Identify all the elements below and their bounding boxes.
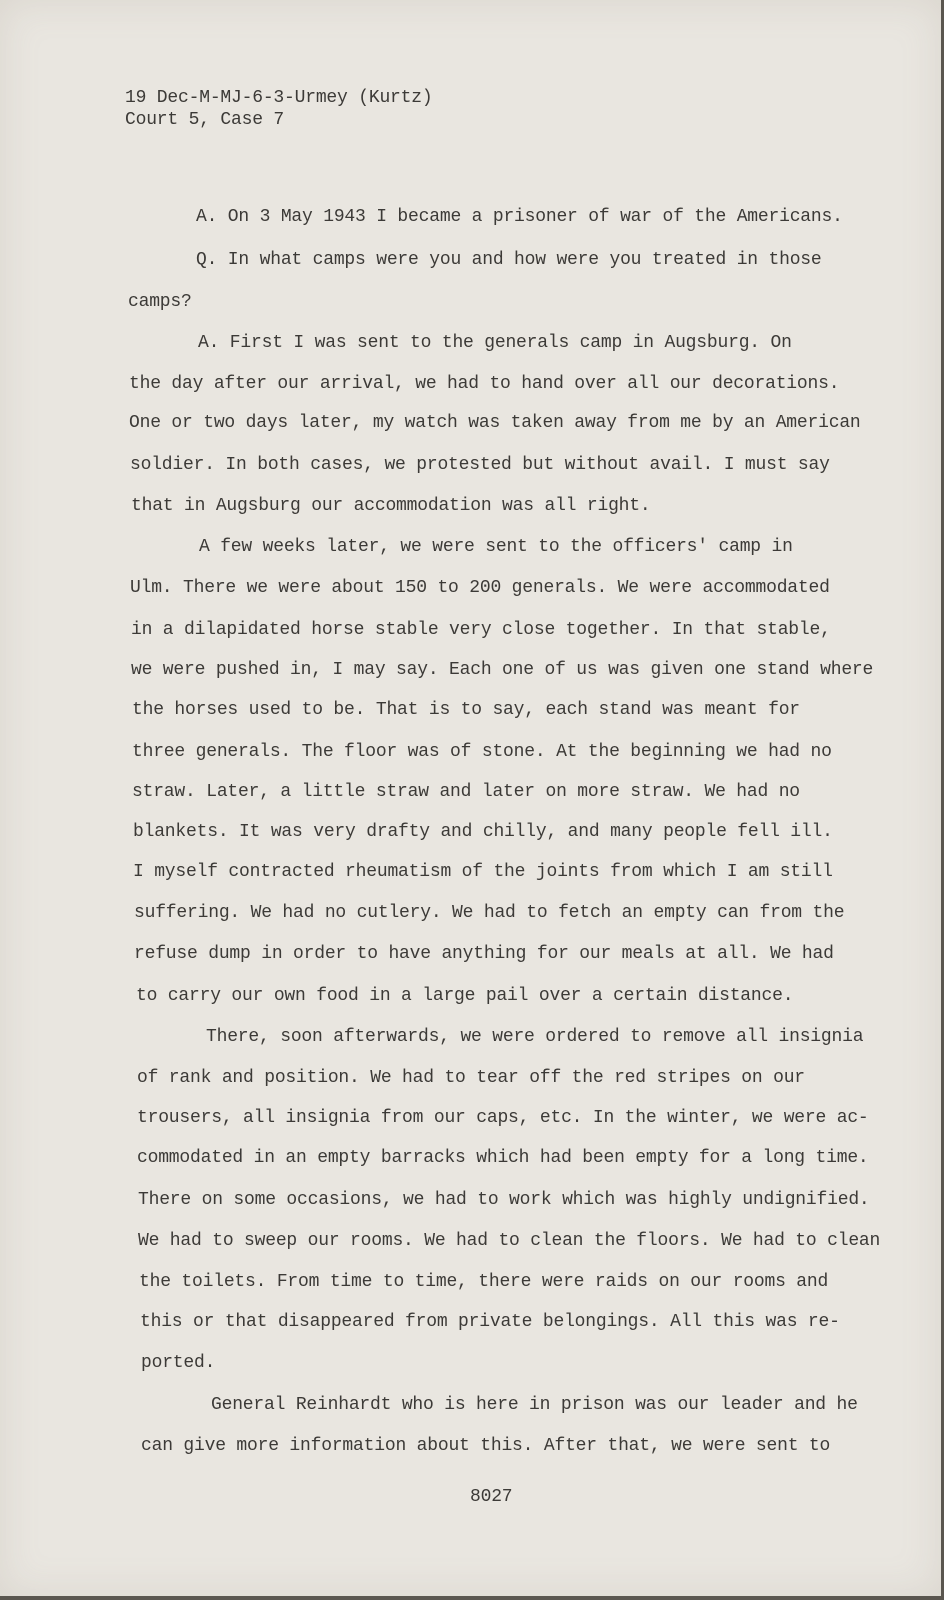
text-line: the day after our arrival, we had to hand over all our decorations. (129, 374, 840, 394)
text-line: that in Augsburg our accommodation was all right. (131, 496, 651, 516)
text-line: There on some occasions, we had to work which was highly undignified. (138, 1190, 870, 1210)
text-line: three generals. The floor was of stone. At the beginning we had no (132, 742, 832, 762)
page-number: 8027 (470, 1487, 513, 1507)
text-line: commodated in an empty barracks which had been empty for a long time. (137, 1148, 869, 1168)
text-line: A. First I was sent to the generals camp in Augsburg. On (198, 333, 792, 353)
text-line: There, soon afterwards, we were ordered to remove all insignia (206, 1027, 864, 1047)
text-line: suffering. We had no cutlery. We had to fetch an empty can from the (134, 903, 845, 923)
text-line: General Reinhardt who is here in prison was our leader and he (211, 1395, 858, 1415)
text-line: blankets. It was very drafty and chilly, and many people fell ill. (133, 822, 833, 842)
header-reference: 19 Dec-M-MJ-6-3-Urmey (Kurtz) (125, 88, 433, 108)
text-line: trousers, all insignia from our caps, etc. In the winter, we were ac- (137, 1108, 869, 1128)
text-line: I myself contracted rheumatism of the joints from which I am still (133, 862, 833, 882)
text-line: camps? (128, 292, 192, 312)
text-line: One or two days later, my watch was taken away from me by an American (129, 413, 861, 433)
text-line: of rank and position. We had to tear off the red stripes on our (137, 1068, 805, 1088)
text-line: straw. Later, a little straw and later on more straw. We had no (132, 782, 800, 802)
text-line: the toilets. From time to time, there were raids on our rooms and (139, 1272, 829, 1292)
text-line: can give more information about this. After that, we were sent to (141, 1436, 831, 1456)
text-line: this or that disappeared from private belongings. All this was re- (140, 1312, 840, 1332)
text-line: soldier. In both cases, we protested but without avail. I must say (130, 455, 830, 475)
text-line: Ulm. There we were about 150 to 200 generals. We were accommodated (130, 578, 830, 598)
text-line: in a dilapidated horse stable very close together. In that stable, (131, 620, 831, 640)
text-line: refuse dump in order to have anything for our meals at all. We had (134, 944, 834, 964)
text-line: Q. In what camps were you and how were you treated in those (196, 250, 822, 270)
text-line: A. On 3 May 1943 I became a prisoner of war of the Americans. (196, 207, 843, 227)
header-court-case: Court 5, Case 7 (125, 110, 285, 130)
text-line: We had to sweep our rooms. We had to clean the floors. We had to clean (138, 1231, 881, 1251)
text-line: to carry our own food in a large pail over a certain distance. (136, 986, 794, 1006)
text-line: the horses used to be. That is to say, each stand was meant for (132, 700, 800, 720)
text-line: ported. (141, 1353, 216, 1373)
text-line: we were pushed in, I may say. Each one of us was given one stand where (131, 660, 874, 680)
text-line: A few weeks later, we were sent to the officers' camp in (199, 537, 793, 557)
